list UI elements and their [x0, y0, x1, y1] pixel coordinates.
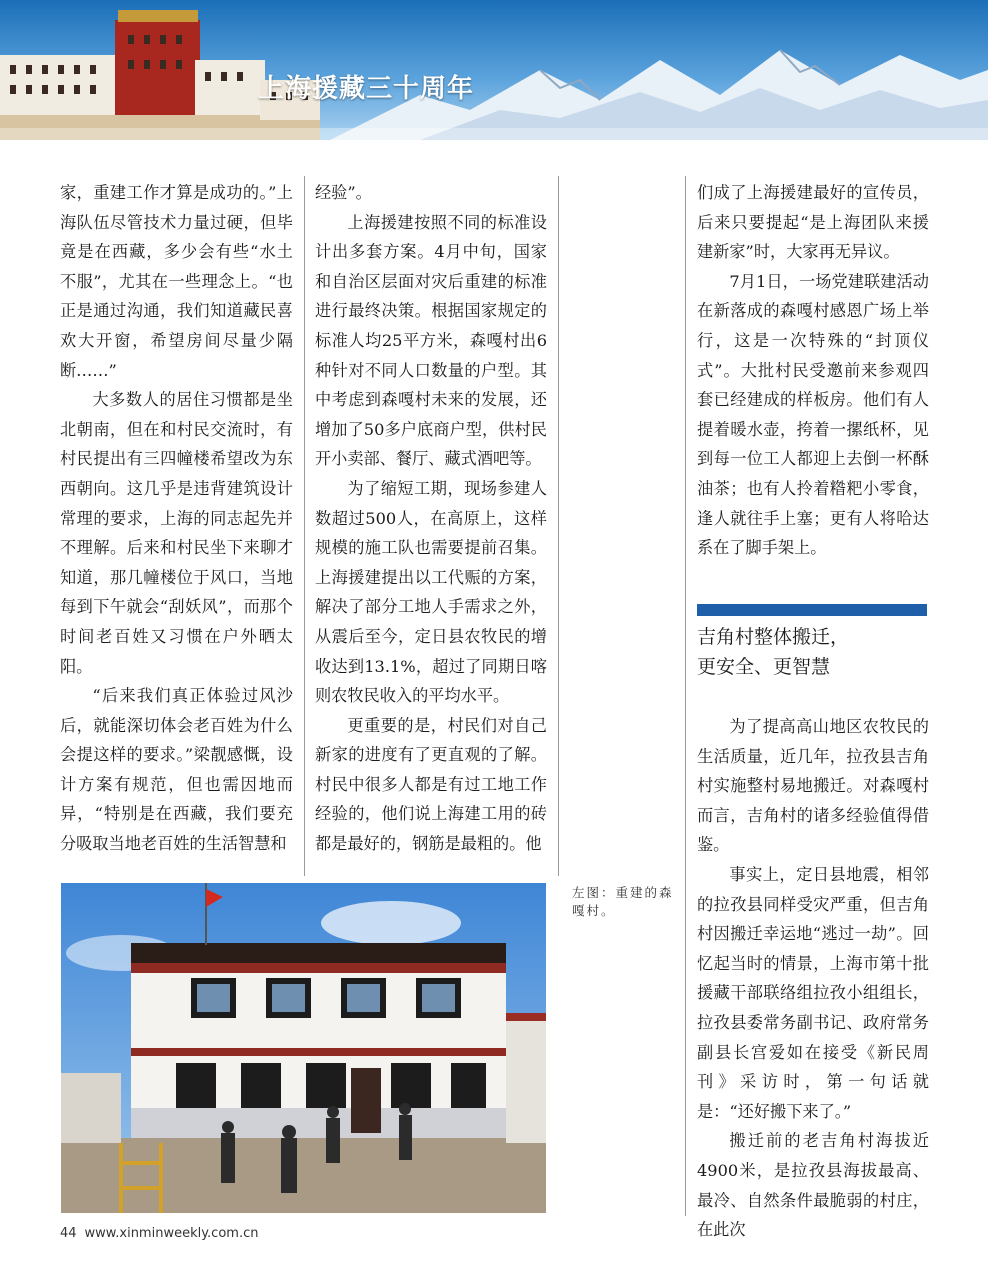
paragraph: 更重要的是，村民们对自己新家的进度有了更直观的了解。村民中很多人都是有过工地工作经验的，他们说上海建工用的砖都是最好的，钢筋是最粗的。他 — [315, 715, 547, 854]
paragraph: 们成了上海援建最好的宣传员，后来只要提起“是上海团队来援建新家”时，大家再无异议。 — [697, 183, 929, 262]
paragraph: 家，重建工作才算是成功的。”上海队伍尽管技术力量过硬，但毕竟是在西藏，多少会有些“水土不服”，尤其在一些理念上。“也正是通过沟通，我们知道藏民喜欢大开窗，希望房间尽量少隔断……” — [60, 183, 293, 380]
section-heading-line2: 更安全、更智慧 — [697, 656, 831, 678]
banner-illustration — [0, 0, 988, 140]
section-accent-bar — [697, 604, 927, 616]
column-divider — [304, 176, 305, 876]
paragraph: “后来我们真正体验过风沙后，就能深切体会老百姓为什么会提这样的要求。”梁靓感慨，设计方案有规范，但也需因地而异，“特别是在西藏，我们要充分吸取当地老百姓的生活智慧和 — [60, 686, 293, 854]
text-column-1 — [60, 178, 293, 859]
section-heading-line1: 吉角村整体搬迁， — [697, 626, 850, 648]
paragraph: 上海援建按照不同的标准设计出多套方案。4月中旬，国家和自治区层面对灾后重建的标准进行最终决策。根据国家规定的标准人均25平方米，森嘎村出6种针对不同人口数量的户型。其中考虑到森嘎村未来的发展，还增加了50多户底商户型，供村民开小卖部、餐厅、藏式酒吧等。 — [315, 212, 547, 469]
header-banner — [0, 0, 988, 140]
section-header-title: 上海援藏三十周年 — [258, 74, 475, 104]
paragraph: 为了提高高山地区农牧民的生活质量，近几年，拉孜县吉角村实施整村易地搬迁。对森嘎村而言，吉角村的诸多经验值得借鉴。 — [697, 717, 929, 855]
village-house-photo — [61, 883, 546, 1213]
text-column-3 — [697, 178, 929, 563]
photo-caption: 左图：重建的森嘎村。 — [572, 885, 674, 918]
paragraph: 7月1日，一场党建联建活动在新落成的森嘎村感恩广场上举行，这是一次特殊的“封顶仪式”。大批村民受邀前来参观四套已经建成的样板房。他们有人提着暖水壶，挎着一摞纸杯，见到每一位工人都迎上去倒一杯酥油茶；也有人拎着糌粑小零食，逢人就往手上塞；更有人将哈达系在了脚手架上。 — [697, 271, 929, 558]
column-divider — [558, 176, 559, 876]
section-heading — [697, 622, 929, 682]
column-divider — [685, 176, 686, 1216]
section-body — [697, 712, 929, 1245]
page-footer — [60, 1226, 258, 1241]
paragraph: 事实上，定日县地震，相邻的拉孜县同样受灾严重，但吉角村因搬迁幸运地“逃过一劫”。回忆起当时的情景，上海市第十批援藏干部联络组拉孜小组组长，拉孜县委常务副书记、政府常务副县长宫爱如在接受《新民周刊》采访时，第一句话就是：“还好搬下来了。” — [697, 864, 929, 1121]
house-illustration — [61, 883, 546, 1213]
paragraph: 为了缩短工期，现场参建人数超过500人，在高原上，这样规模的施工队也需要提前召集。上海援建提出以工代赈的方案，解决了部分工地人手需求之外，从震后至今，定日县农牧民的增收达到13.1%，超过了同期日喀则农牧民收入的平均水平。 — [315, 478, 547, 706]
page-number: 44 — [60, 1226, 77, 1241]
text-column-2 — [315, 178, 547, 859]
paragraph: 搬迁前的老吉角村海拔近4900米，是拉孜县海拔最高、最冷、自然条件最脆弱的村庄，在此次 — [697, 1131, 929, 1240]
site-url: www.xinminweekly.com.cn — [84, 1226, 259, 1241]
paragraph: 经验”。 — [315, 183, 372, 202]
paragraph: 大多数人的居住习惯都是坐北朝南，但在和村民交流时，有村民提出有三四幢楼希望改为东西朝向。这几乎是违背建筑设计常理的要求，上海的同志起先并不理解。后来和村民坐下来聊才知道，那几幢楼位于风口，当地每到下午就会“刮妖风”，而那个时间老百姓又习惯在户外晒太阳。 — [60, 390, 293, 676]
